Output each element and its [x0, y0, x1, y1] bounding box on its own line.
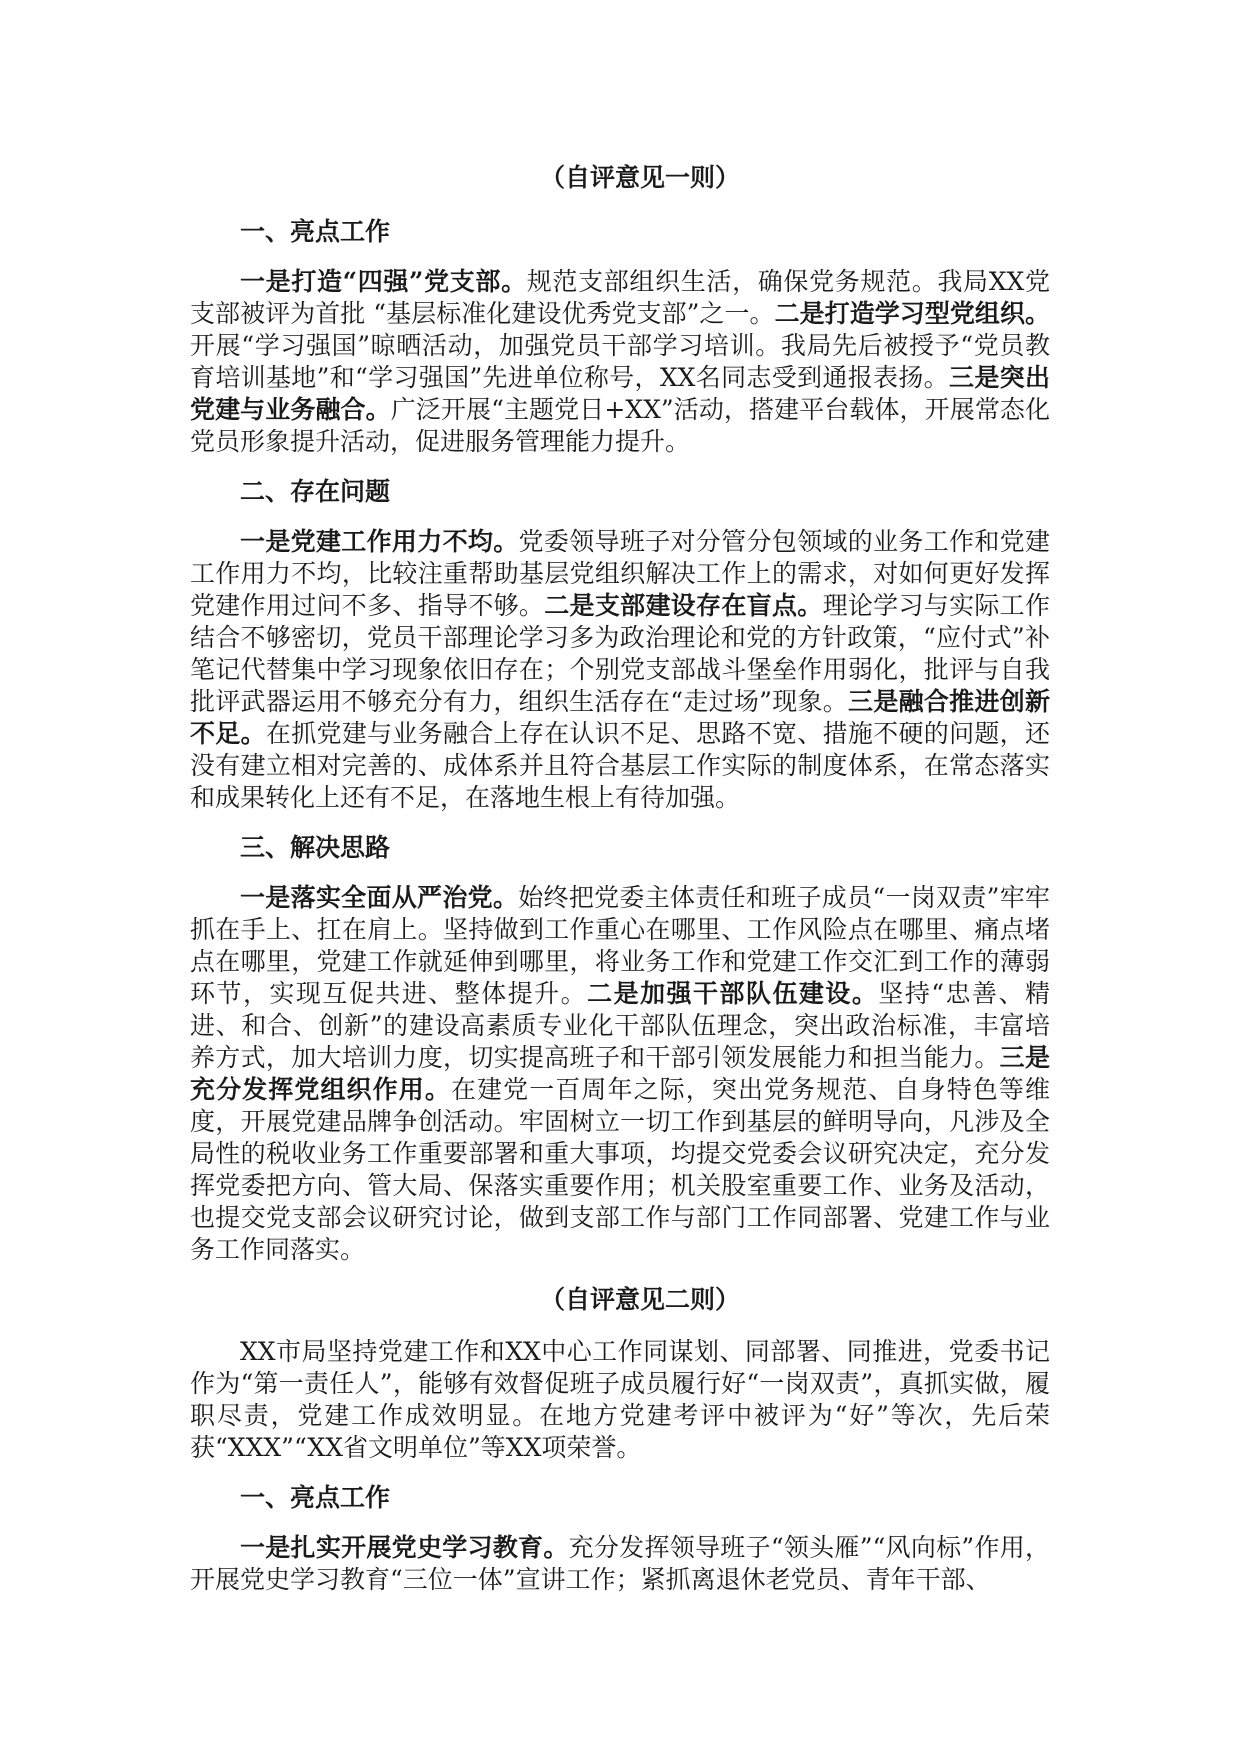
body-text: 在抓党建与业务融合上存在认识不足、思路不宽、措施不硬的问题，还没有建立相对完善的、成体系并且符合基层工作实际的制度体系，在常态落实和成果转化上还有不足，在落地生根上有待加强。 [190, 719, 1050, 812]
bold-lead: 三是突出党建与业务融合。 [190, 363, 1050, 424]
body-text: 广泛开展“主题党日+XX”活动，搭建平台载体，开展常态化党员形象提升活动，促进服务管理能力提升。 [190, 395, 1050, 456]
body-text: 规范支部组织生活，确保党务规范。我局XX党支部被评为首批 “基层标准化建设优秀党支部”之一。 [190, 267, 1050, 328]
bold-lead: 一是打造“四强”党支部。 [240, 267, 527, 296]
paragraph-intro-2: XX市局坚持党建工作和XX中心工作同谋划、同部署、同推进，党委书记作为“第一责任人”，能够有效督促班子成员履行好“一岗双责”，真抓实做，履职尽责，党建工作成效明显。在地方党建考评中被评为“好”等次，先后荣获“XXX”“XX省文明单位”等XX项荣誉。 [190, 1337, 1050, 1462]
bold-lead: 一是落实全面从严治党。 [240, 883, 519, 912]
document-page [190, 160, 1050, 1612]
body-text: 坚持“忠善、精进、和合、创新”的建设高素质专业化干部队伍理念，突出政治标准，丰富培养方式，加大培训力度，切实提高班子和干部引领发展能力和担当能力。 [190, 979, 1050, 1072]
paragraph-highlights-2 [190, 1532, 1050, 1596]
paragraph-highlights-1 [190, 266, 1050, 458]
section-title-2: （自评意见二则） [539, 1285, 740, 1314]
body-text: 在建党一百周年之际，突出党务规范、自身特色等维度，开展党建品牌争创活动。牢固树立一切工作到基层的鲜明导向，凡涉及全局性的税收业务工作重要部署和重大事项，均提交党委会议研究决定，充分发挥党委把方向、管大局、保落实重要作用；机关股室重要工作、业务及活动，也提交党支部会议研究讨论，做到支部工作与部门工作同部署、党建工作与业务工作同落实。 [190, 1075, 1050, 1264]
heading-highlights-2: 一、亮点工作 [240, 1483, 391, 1512]
body-text: 党委领导班子对分管分包领域的业务工作和党建工作用力不均，比较注重帮助基层党组织解决工作上的需求，对如何更好发挥党建作用过问不多、指导不够。 [190, 527, 1050, 620]
body-text: 理论学习与实际工作结合不够密切，党员干部理论学习多为政治理论和党的方针政策，“应付式”补笔记代替集中学习现象依旧存在；个别党支部战斗堡垒作用弱化，批评与自我批评武器运用不够充分有力，组织生活存在“走过场”现象。 [190, 591, 1050, 716]
section-title-1: （自评意见一则） [539, 163, 740, 192]
bold-lead: 一是扎实开展党史学习教育。 [240, 1533, 569, 1562]
heading-solutions: 三、解决思路 [240, 833, 391, 862]
heading-problems: 二、存在问题 [240, 477, 391, 506]
paragraph-solutions [190, 882, 1050, 1266]
paragraph-problems [190, 526, 1050, 814]
bold-lead: 三是融合推进创新不足。 [190, 687, 1050, 748]
bold-lead: 一是党建工作用力不均。 [240, 527, 519, 556]
body-text: 始终把党委主体责任和班子成员“一岗双责”牢牢抓在手上、扛在肩上。坚持做到工作重心在哪里、工作风险点在哪里、痛点堵点在哪里，党建工作就延伸到哪里，将业务工作和党建工作交汇到工作的薄弱环节，实现互促共进、整体提升。 [190, 883, 1050, 1008]
heading-highlights-1: 一、亮点工作 [240, 217, 391, 246]
bold-lead: 二是打造学习型党组织。 [774, 299, 1050, 328]
bold-lead: 二是支部建设存在盲点。 [544, 591, 823, 620]
body-text: 充分发挥领导班子“领头雁”“风向标”作用，开展党史学习教育“三位一体”宣讲工作；紧抓离退休老党员、青年干部、 [190, 1533, 1050, 1594]
body-text: 开展“学习强国”晾晒活动，加强党员干部学习培训。我局先后被授予“党员教育培训基地”和“学习强国”先进单位称号，XX名同志受到通报表扬。 [190, 331, 1050, 392]
bold-lead: 二是加强干部队伍建设。 [587, 979, 879, 1008]
bold-lead: 三是充分发挥党组织作用。 [190, 1043, 1050, 1104]
